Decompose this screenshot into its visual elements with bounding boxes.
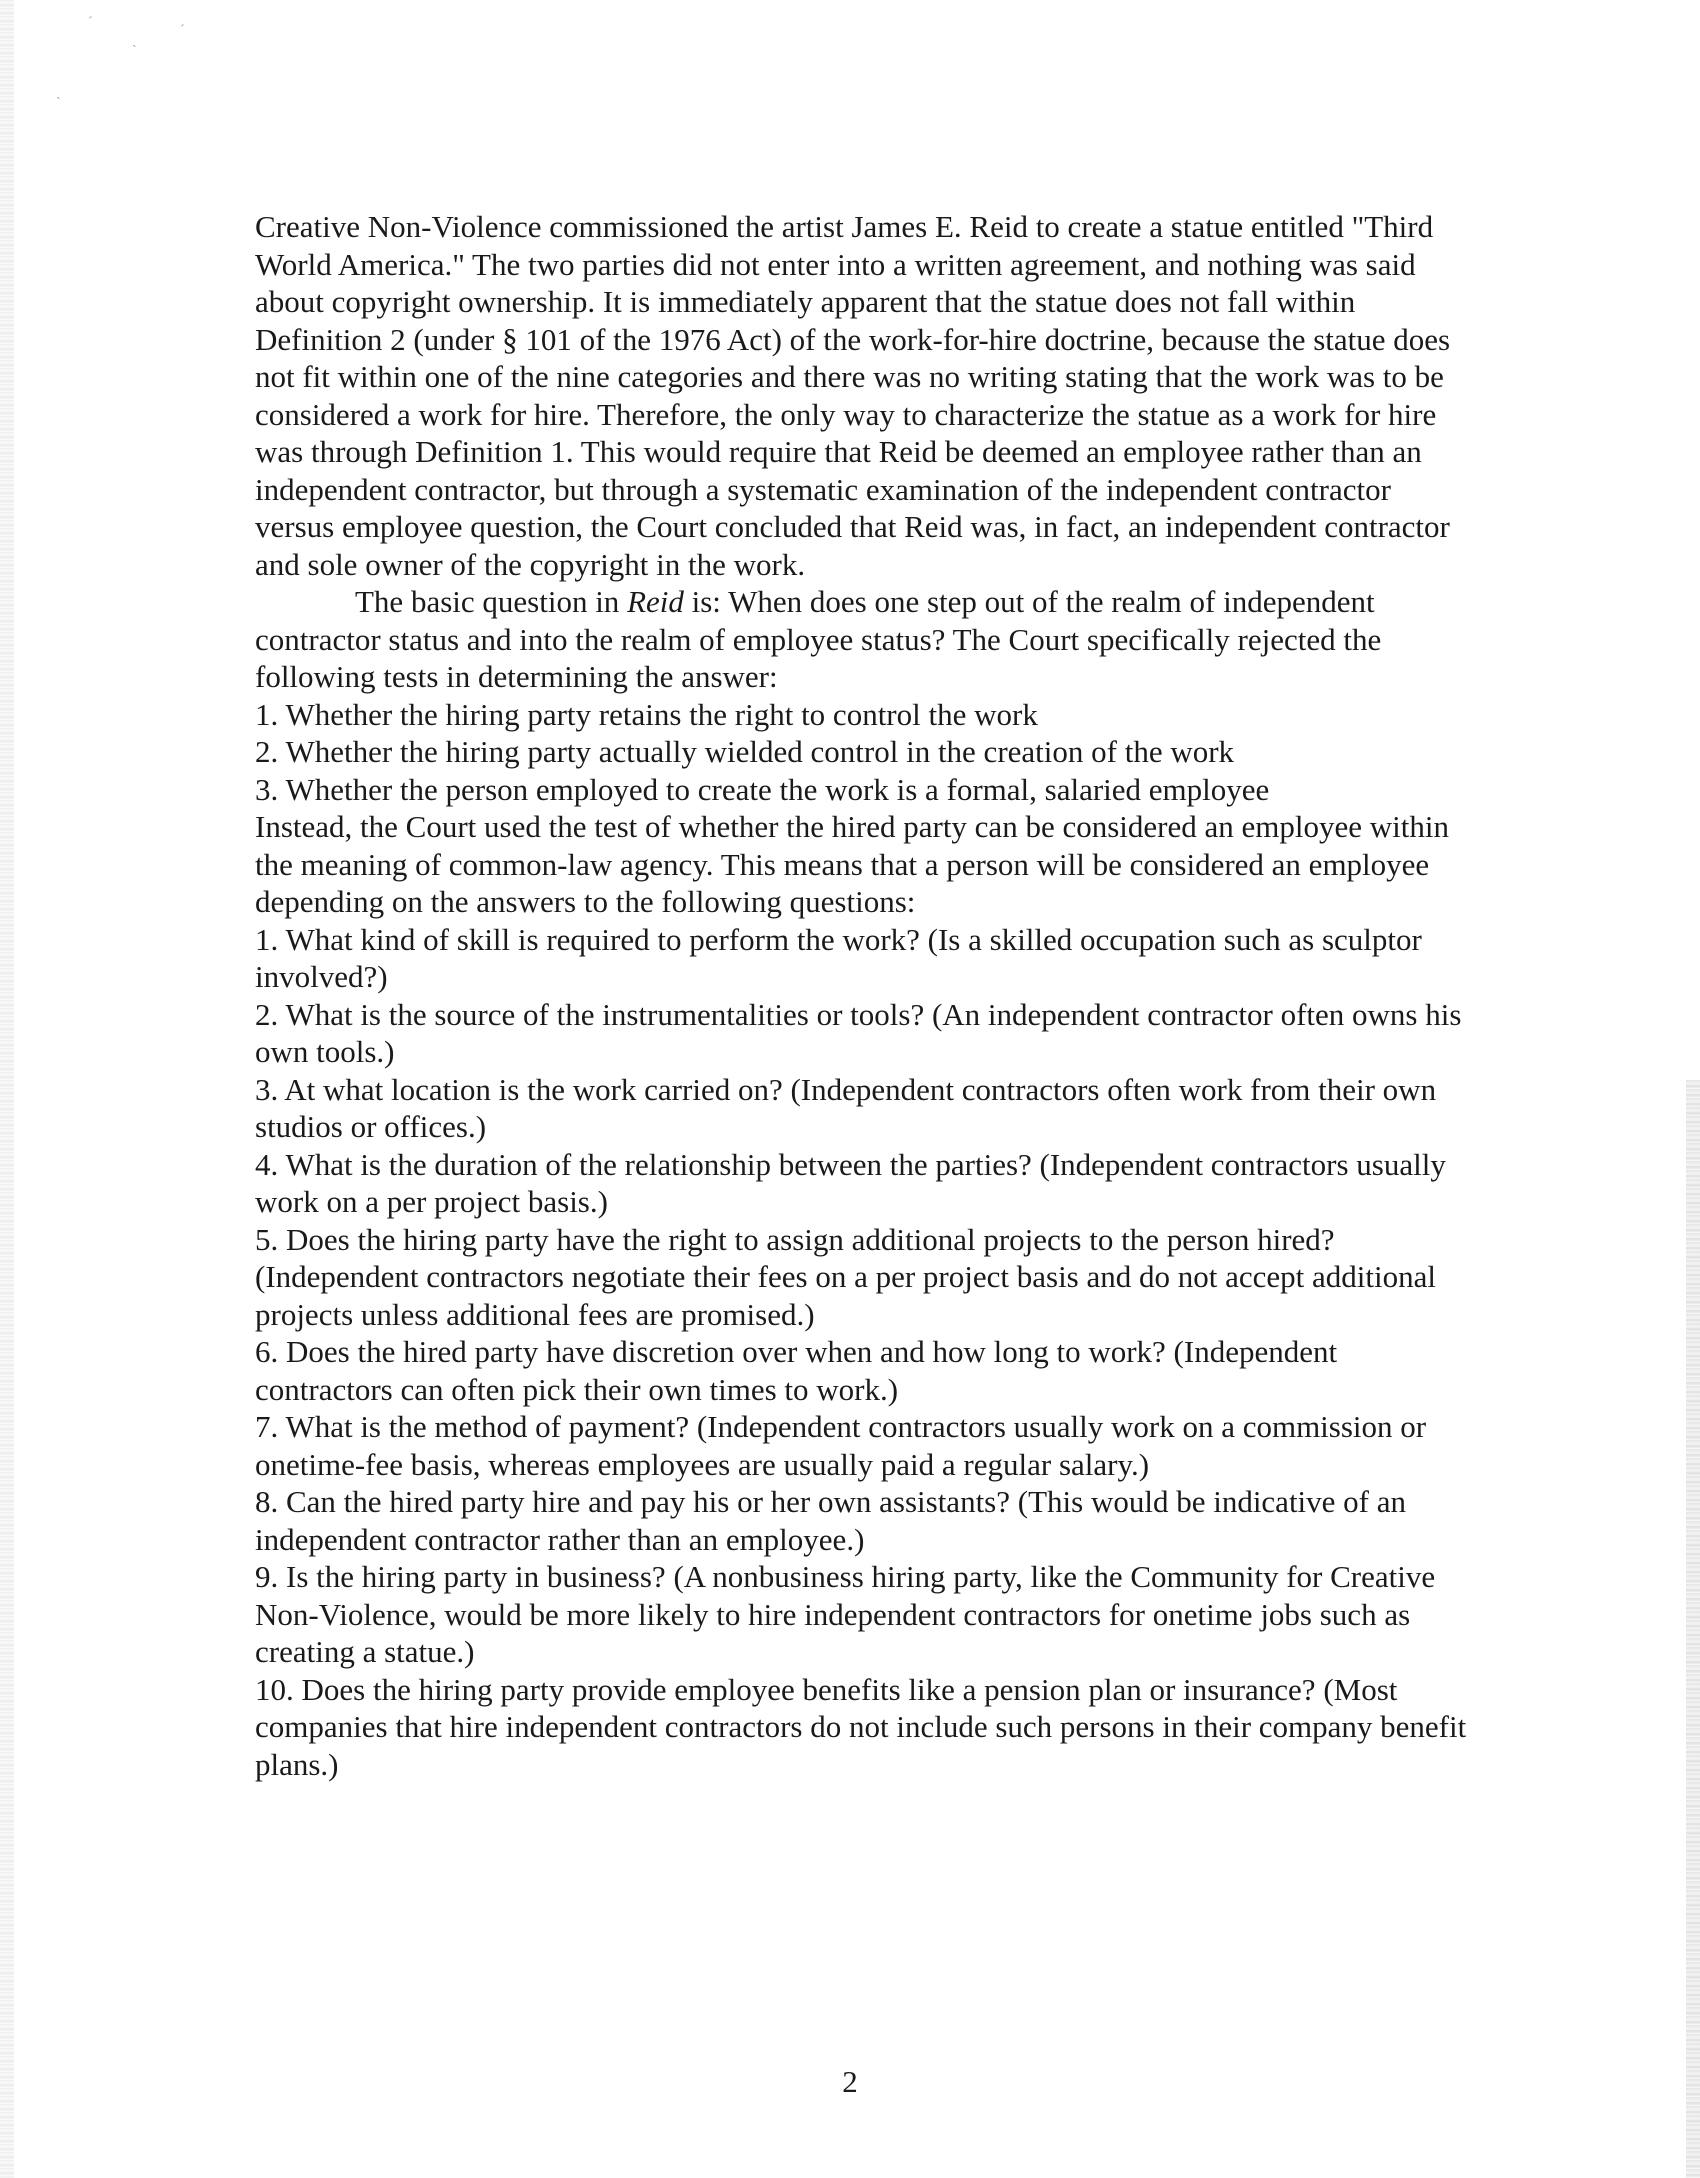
- paragraph-common-law-agency: Instead, the Court used the test of whether the hired party can be considered an employee within the meaning of common-law agency. This means that a person will be considered an employee depending on the answers to the following questions:: [255, 809, 1449, 919]
- scan-edge-right: [1686, 1080, 1700, 2178]
- rejected-test-3: 3. Whether the person employed to create the work is a formal, salaried employee: [255, 771, 1270, 807]
- agency-question-4: 4. What is the duration of the relationship between the parties? (Independent contractors usually work on a per project basis.): [255, 1146, 1446, 1219]
- agency-question-3: 3. At what location is the work carried on? (Independent contractors often work from their own studios or offices.): [255, 1071, 1437, 1144]
- agency-question-9: 9. Is the hiring party in business? (A nonbusiness hiring party, like the Community for Creative Non-Violence, would be more likely to hire independent contractors for onetime jobs such as creating a statue.): [255, 1559, 1436, 1669]
- agency-question-2: 2. What is the source of the instrumentalities or tools? (An independent contractor often owns his own tools.): [255, 996, 1462, 1069]
- scan-speck: ˏ: [132, 33, 137, 48]
- paragraph-basic-question-end: is: When does one step out of the realm of independent contractor status and into the realm of employee status? The Court specifically rejected the following tests in determining the answer:: [255, 584, 1382, 694]
- rejected-test-2-text: 2. Whether the hiring party actually wielded control in the creation of the work: [255, 734, 1235, 769]
- agency-question-8: 8. Can the hired party hire and pay his or her own assistants? (This would be indicative of an independent contractor rather than an employee.): [255, 1484, 1407, 1557]
- scan-speck: ˊ: [180, 23, 185, 38]
- page-number: 2: [842, 2064, 858, 2099]
- paragraph-basic-question: [255, 583, 1470, 696]
- document-body: [255, 208, 1470, 1783]
- scan-speck: ´: [88, 15, 93, 30]
- agency-question-10: 10. Does the hiring party provide employee benefits like a pension plan or insurance? (Most companies that hire independent contractors do not include such persons in their company benefit plans.): [255, 1671, 1467, 1782]
- rejected-test-1: 1. Whether the hiring party retains the right to control the work: [255, 696, 1038, 732]
- agency-question-1: 1. What kind of skill is required to perform the work? (Is a skilled occupation such as sculptor involved?): [255, 921, 1422, 994]
- agency-question-7: 7. What is the method of payment? (Independent contractors usually work on a commission or onetime-fee basis, whereas employees are usually paid a regular salary.): [255, 1409, 1427, 1482]
- case-name-reid: Reid: [627, 584, 684, 619]
- agency-question-5: 5. Does the hiring party have the right to assign additional projects to the person hired? (Independent contractors negotiate their fees on a per project basis and do not accept additional projects unless additional fees are promised.): [255, 1221, 1436, 1332]
- rejected-test-2: [255, 733, 1470, 771]
- paragraph-reid-facts: Creative Non-Violence commissioned the artist James E. Reid to create a statue entitled "Third World America." The two parties did not enter into a written agreement, and nothing was said about copyright ownership. It is immediately apparent that the statue does not fall within Definition 2 (under § 101 of the 1976 Act) of the work-for-hire doctrine, because the statue does not fit within one of the nine categories and there was no writing stating that the work was to be considered a work for hire. Therefore, the only way to characterize the statue as a work for hire was through Definition 1. This would require that Reid be deemed an employee rather than an independent contractor, but through a systematic examination of the independent contractor versus employee question, the Court concluded that Reid was, in fact, an independent contractor and sole owner of the copyright in the work.: [255, 209, 1451, 582]
- scan-edge-left: [0, 0, 14, 2178]
- paragraph-basic-question-start: The basic question in: [355, 584, 628, 619]
- scan-speck: ˎ: [56, 85, 61, 100]
- agency-question-6: 6. Does the hired party have discretion over when and how long to work? (Independent contractors can often pick their own times to work.): [255, 1334, 1338, 1407]
